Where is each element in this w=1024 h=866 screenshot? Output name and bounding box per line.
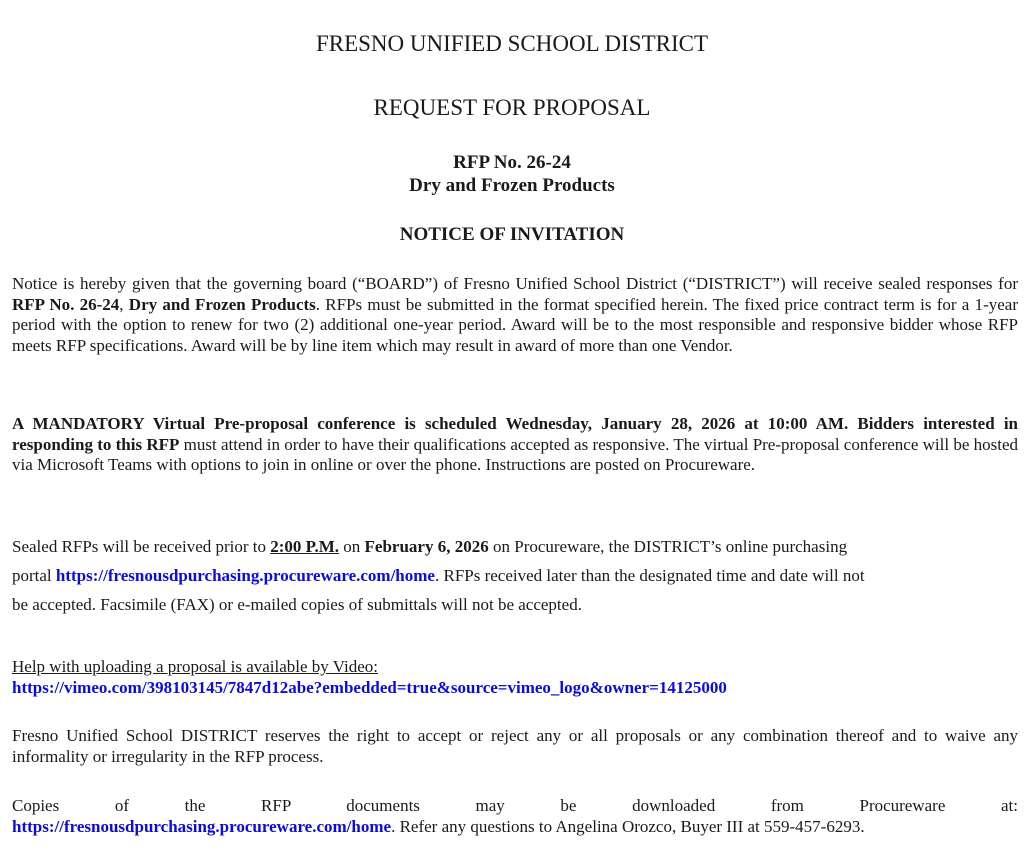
video-link[interactable]: https://vimeo.com/398103145/7847d12abe?embedded=true&source=vimeo_logo&owner=14125000 bbox=[12, 677, 727, 697]
reservation-paragraph: Fresno Unified School DISTRICT reserves the right to accept or reject any or all proposals or any combination thereof and to waive any informality or irregularity in the RFP process. bbox=[12, 726, 1018, 766]
rfp-title: Dry and Frozen Products bbox=[409, 175, 615, 196]
help-section bbox=[12, 657, 1018, 698]
help-label: Help with uploading a proposal is available by Video: bbox=[12, 657, 378, 676]
conference-paragraph: A MANDATORY Virtual Pre-proposal conference is scheduled Wednesday, January 28, 2026 at 10:00 AM. Bidders interested in responding to this RFP must attend in order to have their qualifications accepted as responsive. The virtual Pre-proposal conference will be hosted via Microsoft Teams with options to join in online or over the phone. Instructions are posted on Procureware. bbox=[12, 414, 1019, 474]
copies-paragraph: Copies of the RFP documents may be downloaded from Procureware at: https://fresnousdpurchasing.procureware.com/home. Refer any questions to Angelina Orozco, Buyer III at 559-457-6293. bbox=[12, 796, 1018, 836]
procureware-download-link[interactable]: https://fresnousdpurchasing.procureware.com/home bbox=[12, 816, 392, 836]
rfp-number: RFP No. 26-24 bbox=[453, 152, 571, 173]
notice-heading: NOTICE OF INVITATION bbox=[399, 224, 625, 245]
district-name: FRESNO UNIFIED SCHOOL DISTRICT bbox=[315, 31, 709, 56]
document-type: REQUEST FOR PROPOSAL bbox=[373, 95, 651, 120]
notice-paragraph: Notice is hereby given that the governing board (“BOARD”) of Fresno Unified School District (“DISTRICT”) will receive sealed responses for RFP No. 26-24, Dry and Frozen Products. RFPs must be submitted in the format specified herein. The fixed price contract term is for a 1-year period with the option to renew for two (2) additional one-year period. Award will be to the most responsible and responsive bidder whose RFP meets RFP specifications. Award will be by line item which may result in award of more than one Vendor. bbox=[12, 274, 1018, 355]
procureware-link[interactable]: https://fresnousdpurchasing.procureware.com/home bbox=[55, 566, 435, 585]
submission-paragraph: Sealed RFPs will be received prior to 2:00 P.M. on February 6, 2026 on Procureware, the DISTRICT’s online purchasing portal https://fresnousdpurchasing.procureware.com/home. RFPs received later than the designated time and date will not be accepted. Facsimile (FAX) or e-mailed copies of submittals will not be accepted. bbox=[12, 537, 865, 614]
